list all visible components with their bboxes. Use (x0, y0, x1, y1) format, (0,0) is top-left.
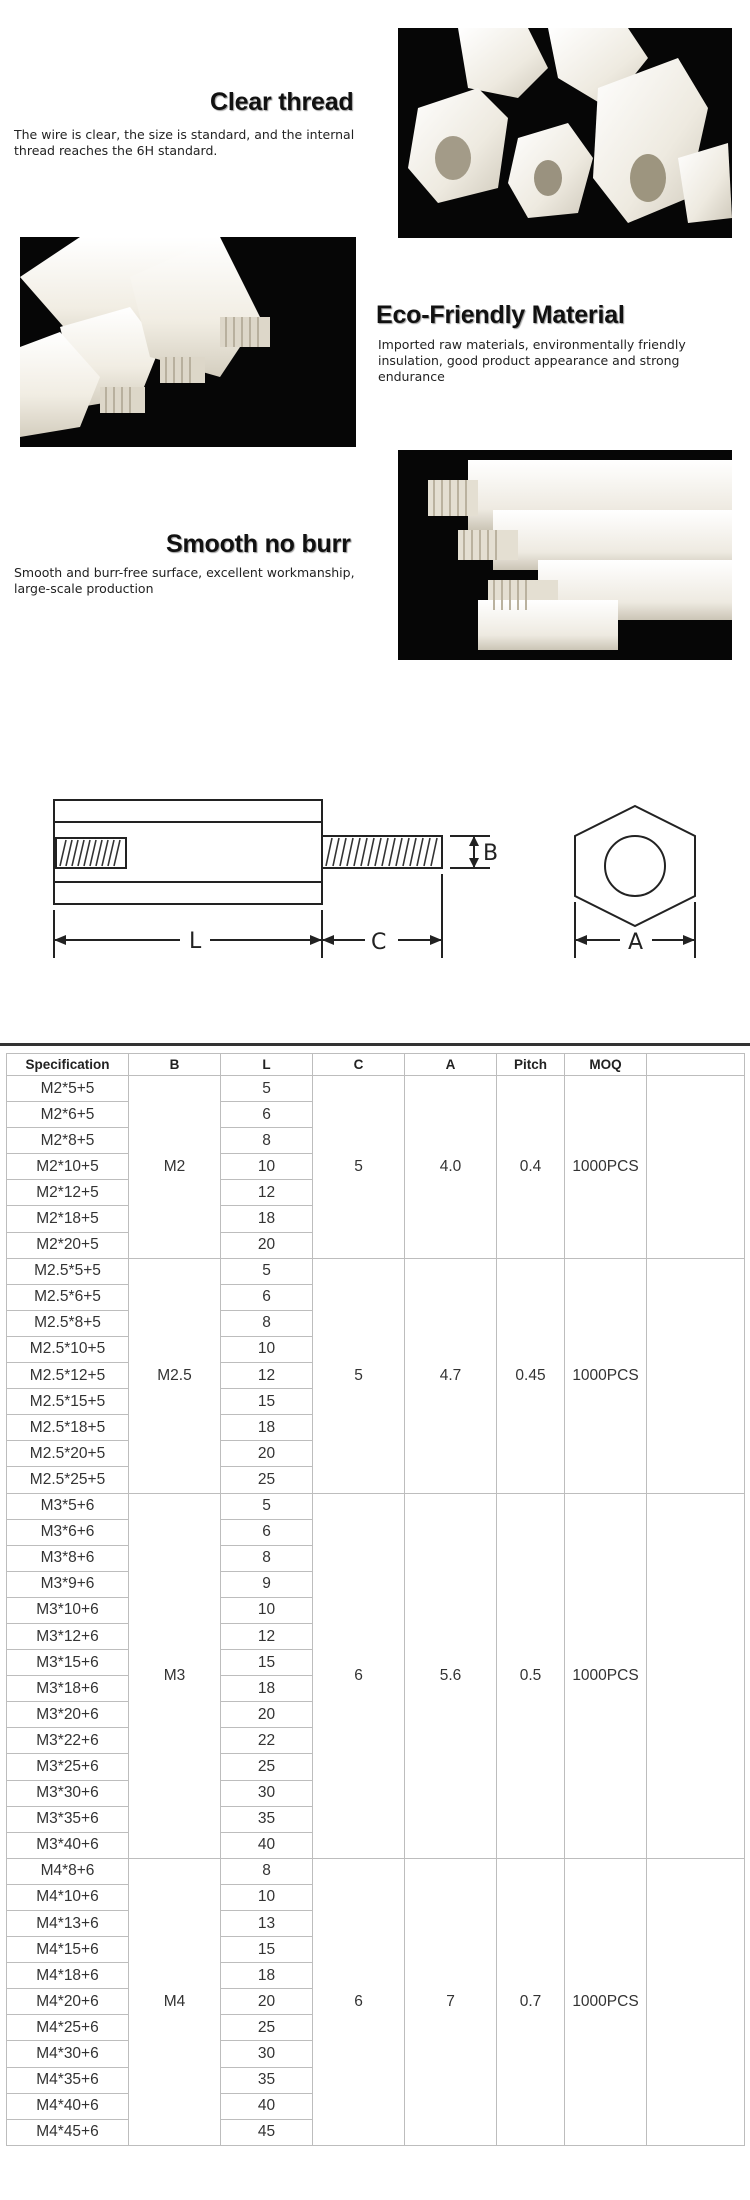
l-cell: 9 (221, 1571, 313, 1597)
l-cell: 13 (221, 1911, 313, 1937)
table-row (7, 1076, 745, 1102)
a-cell: 4.7 (405, 1258, 497, 1493)
table-row (7, 1493, 745, 1519)
moq-cell: 1000PCS (565, 1258, 647, 1493)
l-cell: 5 (221, 1258, 313, 1284)
spec-cell: M3*8+6 (7, 1545, 129, 1571)
l-cell: 25 (221, 2015, 313, 2041)
smooth-surface-title: Smooth no burr (166, 530, 351, 558)
l-cell: 18 (221, 1415, 313, 1441)
spec-cell: M3*5+6 (7, 1493, 129, 1519)
spec-cell: M4*35+6 (7, 2067, 129, 2093)
smooth-surface-photo (398, 450, 732, 660)
a-cell: 7 (405, 1858, 497, 2145)
eco-material-description: Imported raw materials, environmentally friendly insulation, good product appearance and strong endurance (378, 337, 686, 384)
spec-cell: M4*15+6 (7, 1937, 129, 1963)
spec-cell: M2.5*6+5 (7, 1284, 129, 1310)
spec-cell: M3*18+6 (7, 1676, 129, 1702)
l-cell: 12 (221, 1180, 313, 1206)
c-cell: 5 (313, 1076, 405, 1259)
l-cell: 20 (221, 1232, 313, 1258)
b-cell: M2 (129, 1076, 221, 1259)
dimension-label-b: B (483, 841, 499, 866)
l-cell: 20 (221, 1702, 313, 1728)
spec-cell: M2.5*15+5 (7, 1389, 129, 1415)
l-cell: 22 (221, 1728, 313, 1754)
smooth-surface-description: Smooth and burr-free surface, excellent workmanship, large-scale production (14, 565, 355, 596)
eco-material-photo (20, 237, 356, 447)
spec-cell: M3*25+6 (7, 1754, 129, 1780)
header-l: L (221, 1054, 313, 1076)
spec-cell: M3*20+6 (7, 1702, 129, 1728)
dimension-label-a: A (628, 930, 644, 955)
spec-cell: M4*10+6 (7, 1884, 129, 1910)
spec-cell: M4*8+6 (7, 1858, 129, 1884)
a-cell: 5.6 (405, 1493, 497, 1858)
dimension-diagram (0, 780, 750, 1020)
header-a: A (405, 1054, 497, 1076)
spec-cell: M3*30+6 (7, 1780, 129, 1806)
b-cell: M3 (129, 1493, 221, 1858)
spec-cell: M3*35+6 (7, 1806, 129, 1832)
l-cell: 25 (221, 1754, 313, 1780)
extra-cell (647, 1858, 745, 2145)
spec-cell: M4*40+6 (7, 2093, 129, 2119)
spec-cell: M2*6+5 (7, 1102, 129, 1128)
moq-cell: 1000PCS (565, 1858, 647, 2145)
l-cell: 40 (221, 1832, 313, 1858)
clear-thread-description: The wire is clear, the size is standard, and the internal thread reaches the 6H standard. (14, 127, 355, 158)
l-cell: 35 (221, 2067, 313, 2093)
l-cell: 10 (221, 1884, 313, 1910)
l-cell: 6 (221, 1284, 313, 1310)
l-cell: 12 (221, 1623, 313, 1649)
clear-thread-title: Clear thread (210, 88, 354, 116)
spec-cell: M2.5*25+5 (7, 1467, 129, 1493)
l-cell: 15 (221, 1650, 313, 1676)
l-cell: 18 (221, 1206, 313, 1232)
spec-cell: M2*18+5 (7, 1206, 129, 1232)
spec-cell: M2.5*10+5 (7, 1336, 129, 1362)
l-cell: 30 (221, 1780, 313, 1806)
pitch-cell: 0.7 (497, 1858, 565, 2145)
spec-cell: M4*25+6 (7, 2015, 129, 2041)
header-specification: Specification (7, 1054, 129, 1076)
header-moq: MOQ (565, 1054, 647, 1076)
l-cell: 8 (221, 1545, 313, 1571)
l-cell: 18 (221, 1963, 313, 1989)
header-c: C (313, 1054, 405, 1076)
spec-cell: M3*40+6 (7, 1832, 129, 1858)
spec-cell: M2*20+5 (7, 1232, 129, 1258)
spec-cell: M4*20+6 (7, 1989, 129, 2015)
l-cell: 35 (221, 1806, 313, 1832)
dimension-label-c: C (371, 930, 387, 955)
l-cell: 40 (221, 2093, 313, 2119)
pitch-cell: 0.45 (497, 1258, 565, 1493)
header-extra (647, 1054, 745, 1076)
pitch-cell: 0.4 (497, 1076, 565, 1259)
specification-table (6, 1053, 745, 2146)
eco-material-title: Eco-Friendly Material (376, 301, 625, 329)
l-cell: 10 (221, 1597, 313, 1623)
l-cell: 15 (221, 1389, 313, 1415)
l-cell: 18 (221, 1676, 313, 1702)
spec-cell: M4*45+6 (7, 2119, 129, 2145)
spec-cell: M3*10+6 (7, 1597, 129, 1623)
extra-cell (647, 1493, 745, 1858)
moq-cell: 1000PCS (565, 1493, 647, 1858)
l-cell: 45 (221, 2119, 313, 2145)
extra-cell (647, 1258, 745, 1493)
moq-cell: 1000PCS (565, 1076, 647, 1259)
l-cell: 5 (221, 1493, 313, 1519)
l-cell: 30 (221, 2041, 313, 2067)
table-row (7, 1858, 745, 1884)
l-cell: 5 (221, 1076, 313, 1102)
l-cell: 20 (221, 1441, 313, 1467)
header-b: B (129, 1054, 221, 1076)
extra-cell (647, 1076, 745, 1259)
spec-cell: M2*10+5 (7, 1154, 129, 1180)
spec-cell: M2*5+5 (7, 1076, 129, 1102)
b-cell: M4 (129, 1858, 221, 2145)
l-cell: 15 (221, 1937, 313, 1963)
l-cell: 6 (221, 1102, 313, 1128)
spec-cell: M4*18+6 (7, 1963, 129, 1989)
table-row (7, 1258, 745, 1284)
spec-cell: M2.5*8+5 (7, 1310, 129, 1336)
l-cell: 12 (221, 1363, 313, 1389)
spec-cell: M3*15+6 (7, 1650, 129, 1676)
c-cell: 6 (313, 1858, 405, 2145)
table-header-row (7, 1054, 745, 1076)
spec-cell: M3*22+6 (7, 1728, 129, 1754)
c-cell: 5 (313, 1258, 405, 1493)
l-cell: 6 (221, 1519, 313, 1545)
a-cell: 4.0 (405, 1076, 497, 1259)
spec-cell: M2*8+5 (7, 1128, 129, 1154)
c-cell: 6 (313, 1493, 405, 1858)
dimension-label-l: L (189, 929, 202, 954)
spec-cell: M3*9+6 (7, 1571, 129, 1597)
spec-cell: M2*12+5 (7, 1180, 129, 1206)
spec-cell: M2.5*18+5 (7, 1415, 129, 1441)
spec-cell: M4*30+6 (7, 2041, 129, 2067)
l-cell: 25 (221, 1467, 313, 1493)
l-cell: 8 (221, 1128, 313, 1154)
l-cell: 20 (221, 1989, 313, 2015)
spec-cell: M2.5*20+5 (7, 1441, 129, 1467)
spec-cell: M3*6+6 (7, 1519, 129, 1545)
spec-cell: M4*13+6 (7, 1911, 129, 1937)
spec-cell: M2.5*5+5 (7, 1258, 129, 1284)
l-cell: 8 (221, 1858, 313, 1884)
table-top-rule (0, 1043, 750, 1046)
header-pitch: Pitch (497, 1054, 565, 1076)
l-cell: 8 (221, 1310, 313, 1336)
pitch-cell: 0.5 (497, 1493, 565, 1858)
clear-thread-photo (398, 28, 732, 238)
b-cell: M2.5 (129, 1258, 221, 1493)
spec-cell: M2.5*12+5 (7, 1363, 129, 1389)
l-cell: 10 (221, 1336, 313, 1362)
l-cell: 10 (221, 1154, 313, 1180)
spec-cell: M3*12+6 (7, 1623, 129, 1649)
